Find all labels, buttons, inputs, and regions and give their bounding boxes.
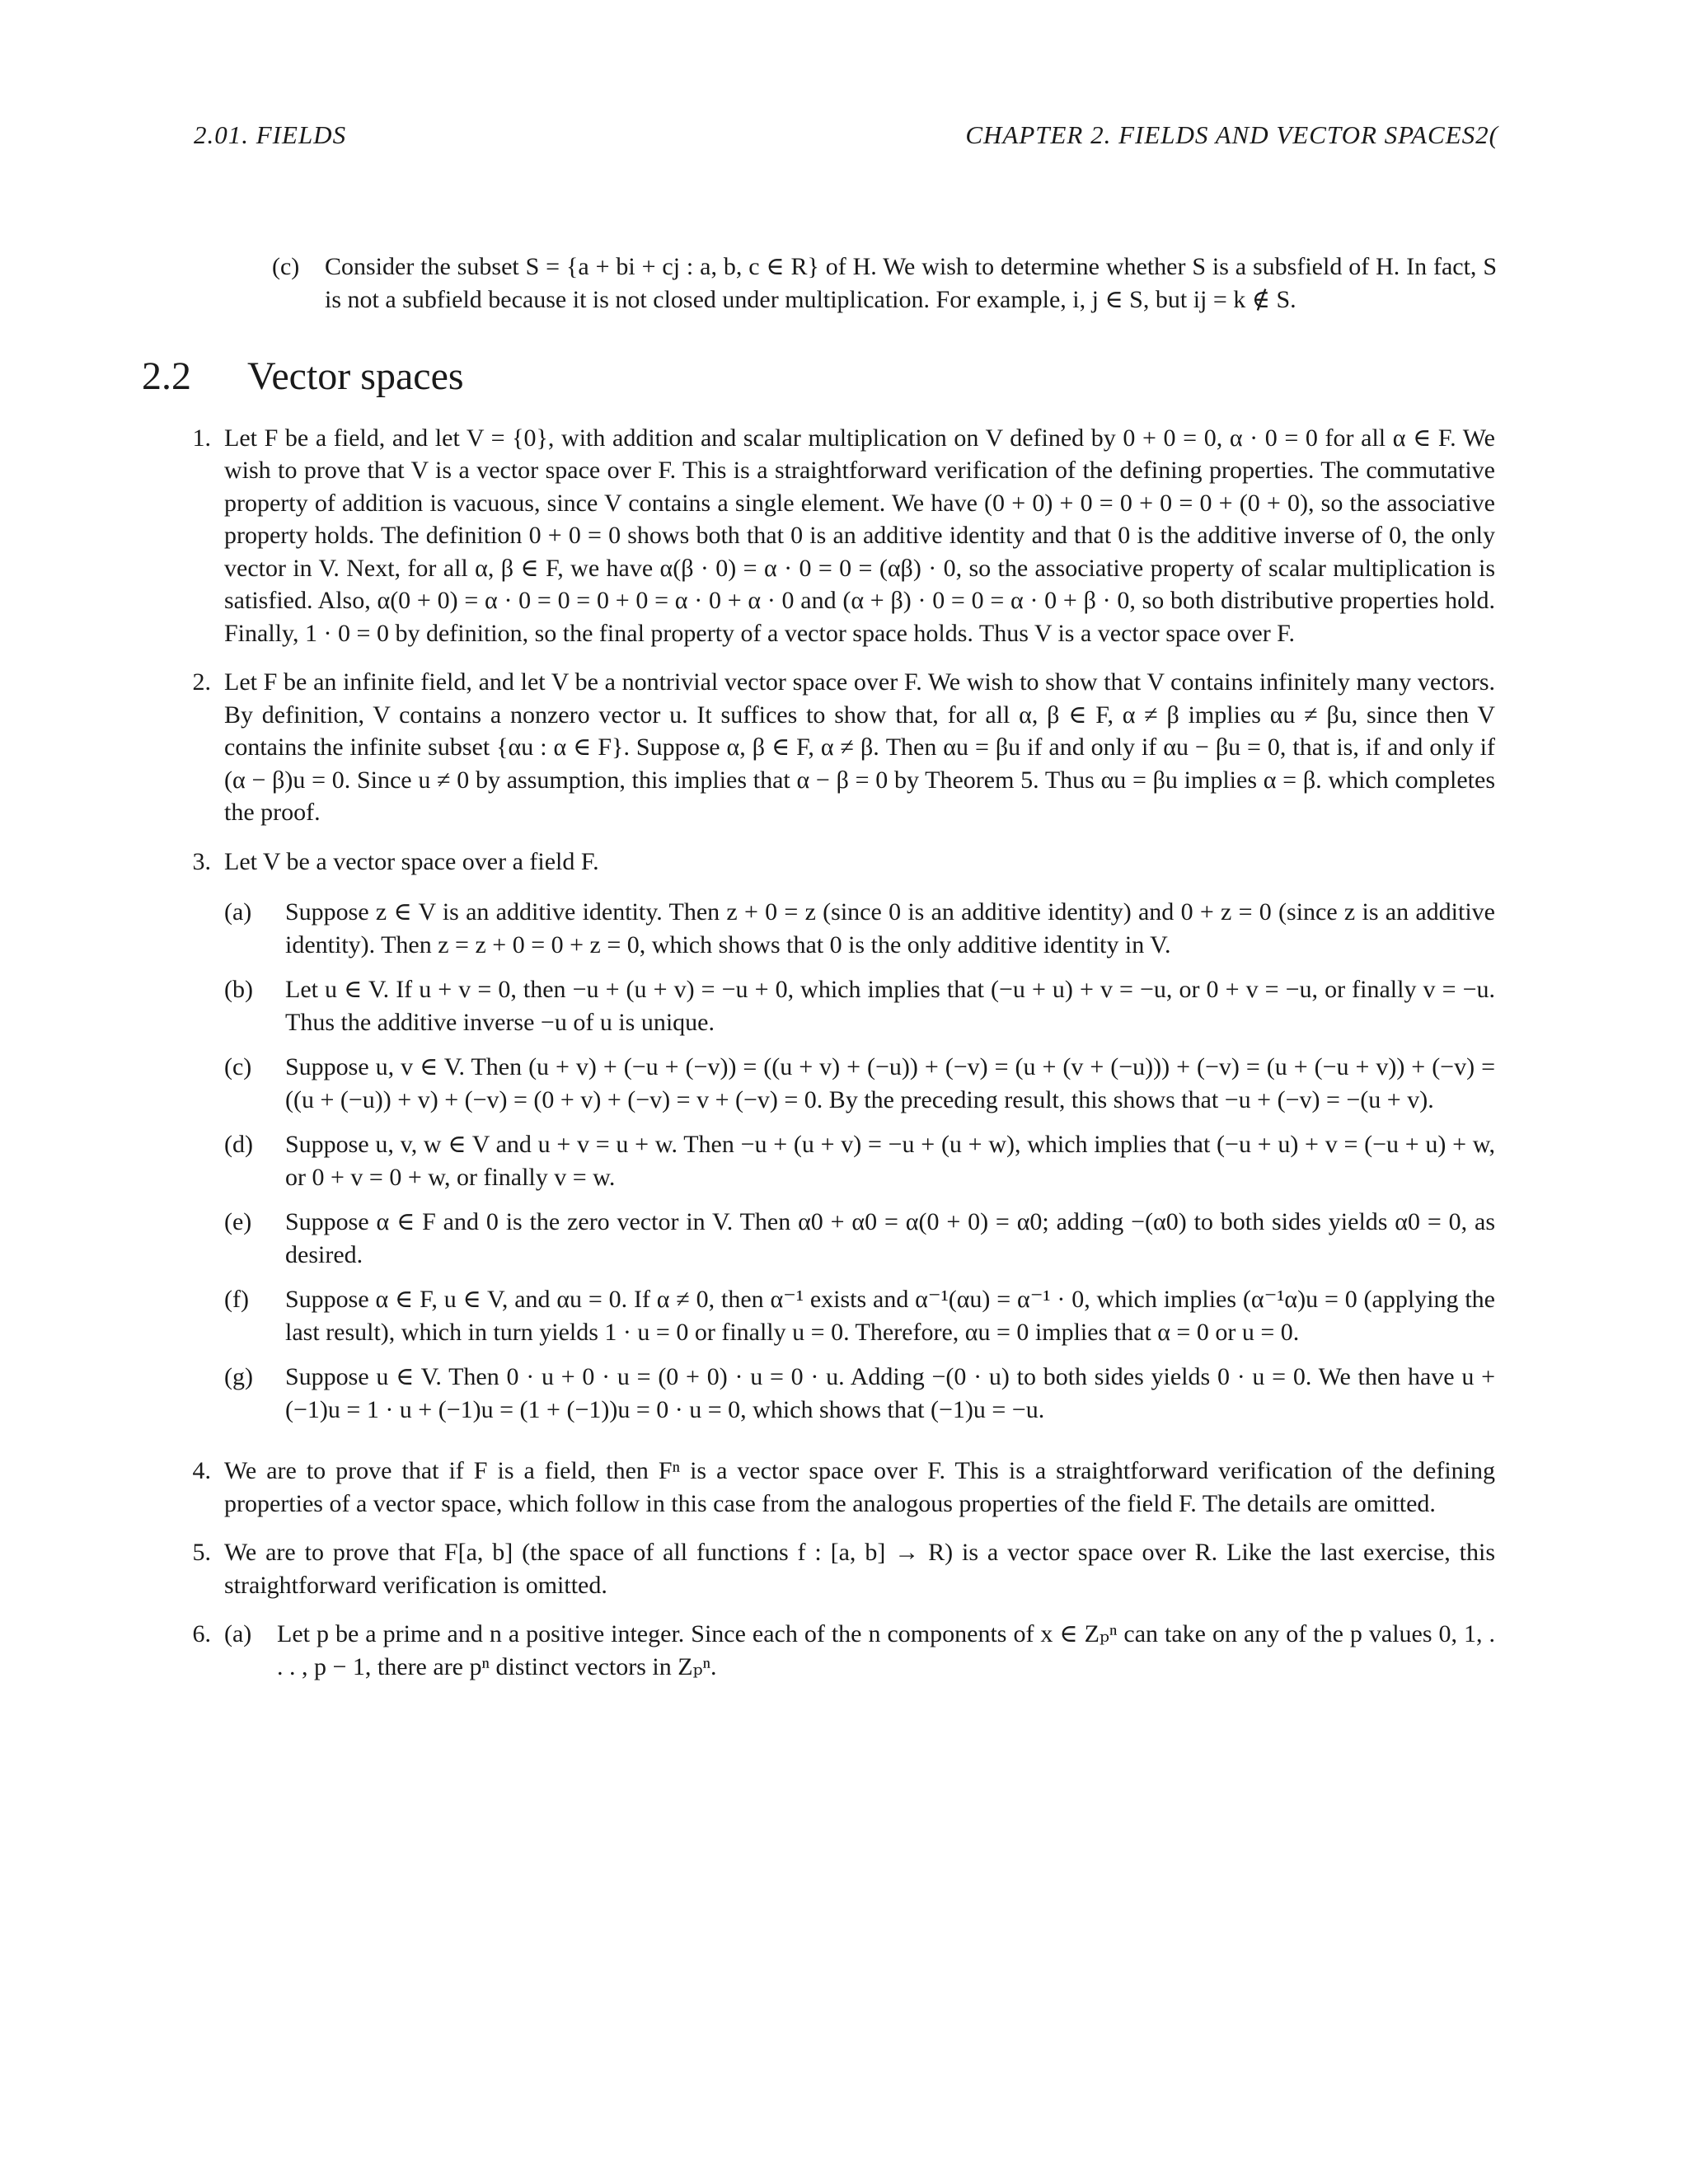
exercise-3 bbox=[153, 846, 1497, 1439]
exercise-6 bbox=[153, 1618, 1497, 1683]
exercise-text: We are to prove that F[a, b] (the space of all functions f : [a, b] → R) is a vector space over R. Like the last exercise, this straightforward verification is omitted. bbox=[224, 1539, 1495, 1599]
subitem-label: (e) bbox=[224, 1208, 252, 1236]
subitem-text: Let u ∈ V. If u + v = 0, then −u + (u + v) = −u + 0, which implies that (−u + u) + v = −u, or 0 + v = −u, or finally v = −u. Thus the additive inverse −u of u is unique. bbox=[285, 976, 1495, 1036]
subitem-label: (f) bbox=[224, 1286, 249, 1314]
subitem-c bbox=[224, 1051, 1495, 1116]
subitem-text: Let p be a prime and n a positive integer. Since each of the n components of x ∈ Zₚⁿ can take on any of the p values 0, 1, . . . , p − 1, there are pⁿ distinct vectors in Zₚⁿ. bbox=[277, 1620, 1495, 1680]
intro-text: Consider the subset S = {a + bi + cj : a, b, c ∈ R} of H. We wish to determine whether S is a subsfield of H. In fact, S is not a subfield because it is not closed under multiplication. For example, i, j ∈ S, but ij = k ∉ S. bbox=[325, 253, 1497, 313]
subitem-label: (b) bbox=[224, 976, 253, 1004]
subitem-text: Suppose u, v, w ∈ V and u + v = u + w. Then −u + (u + v) = −u + (u + w), which implies that (−u + u) + v = (−u + u) + w, or 0 + v = 0 + w, or finally v = w. bbox=[285, 1131, 1495, 1191]
exercise-1 bbox=[153, 422, 1497, 650]
exercise-body bbox=[224, 846, 1497, 1439]
subitem-f bbox=[224, 1283, 1495, 1348]
intro-label: (c) bbox=[272, 253, 300, 280]
section-title: Vector spaces bbox=[247, 354, 464, 398]
exercise-label: 2. bbox=[192, 668, 211, 696]
exercise-body bbox=[224, 1618, 1497, 1683]
subitem-list bbox=[224, 896, 1495, 1426]
intro-item bbox=[272, 251, 1497, 316]
subitem-label: (c) bbox=[224, 1053, 252, 1081]
subitem-label: (g) bbox=[224, 1363, 253, 1391]
exercise-2 bbox=[153, 666, 1497, 829]
subitem-label: (d) bbox=[224, 1131, 253, 1159]
running-header bbox=[194, 122, 1498, 148]
subitem-text: Suppose z ∈ V is an additive identity. Then z + 0 = z (since 0 is an additive identity) and 0 + z = 0 (since z is an additive identity). Then z = z + 0 = 0 + z = 0, which shows that 0 is the only additive identity in V. bbox=[285, 898, 1495, 958]
subitem-a bbox=[224, 896, 1495, 961]
header-right: CHAPTER 2. FIELDS AND VECTOR SPACES2( bbox=[965, 120, 1498, 149]
subitem-text: Suppose u ∈ V. Then 0 · u + 0 · u = (0 + 0) · u = 0 · u. Adding −(0 · u) to both sides yields 0 · u = 0. We then have u + (−1)u = 1 · u + (−1)u = (1 + (−1))u = 0 · u = 0, which shows that (−1)u = −u. bbox=[285, 1363, 1495, 1423]
exercise-label: 6. bbox=[192, 1620, 211, 1648]
exercise-4 bbox=[153, 1455, 1497, 1520]
subitem-d bbox=[224, 1128, 1495, 1193]
subitem-label: (a) bbox=[224, 1620, 252, 1648]
body-text bbox=[142, 251, 1497, 1699]
header-left: 2.01. FIELDS bbox=[194, 120, 347, 149]
exercise-label: 1. bbox=[192, 424, 211, 452]
exercise-text: Let V be a vector space over a field F. bbox=[224, 847, 599, 875]
exercise-label: 5. bbox=[192, 1539, 211, 1567]
exercise-label: 3. bbox=[192, 847, 211, 875]
exercise-text: We are to prove that if F is a field, then Fⁿ is a vector space over F. This is a straightforward verification of the defining properties of a vector space, which follow in this case from the analogous properties of the field F. The details are omitted. bbox=[224, 1457, 1495, 1517]
subitem-text: Suppose α ∈ F and 0 is the zero vector in V. Then α0 + α0 = α(0 + 0) = α0; adding −(α0) to both sides yields α0 = 0, as desired. bbox=[285, 1208, 1495, 1268]
subitem-e bbox=[224, 1206, 1495, 1271]
exercise-label: 4. bbox=[192, 1457, 211, 1485]
exercise-text: Let F be a field, and let V = {0}, with addition and scalar multiplication on V defined by 0 + 0 = 0, α · 0 = 0 for all α ∈ F. We wish to prove that V is a vector space over F. This is a straightforward verification of the defining properties. The commutative property of addition is vacuous, since V contains a single element. We have (0 + 0) + 0 = 0 + 0 = 0 + (0 + 0), so the associative property holds. The definition 0 + 0 = 0 shows both that 0 is an additive identity and that 0 is the additive inverse of 0, the only vector in V. Next, for all α, β ∈ F, we have α(β · 0) = α · 0 = 0 = (αβ) · 0, so the associative property of scalar multiplication is satisfied. Also, α(0 + 0) = α · 0 = 0 = 0 + 0 = α · 0 + α · 0 and (α + β) · 0 = 0 = α · 0 + β · 0, so both distributive properties hold. Finally, 1 · 0 = 0 by definition, so the final property of a vector space holds. Thus V is a vector space over F. bbox=[224, 424, 1495, 647]
section-number: 2.2 bbox=[142, 354, 191, 398]
subitem-g bbox=[224, 1361, 1495, 1426]
section-heading bbox=[142, 355, 1497, 399]
exercise-5 bbox=[153, 1536, 1497, 1601]
subitem-text: Suppose α ∈ F, u ∈ V, and αu = 0. If α ≠ 0, then α⁻¹ exists and α⁻¹(αu) = α⁻¹ · 0, which implies (α⁻¹α)u = 0 (applying the last result), which in turn yields 1 · u = 0 or finally u = 0. Therefore, αu = 0 implies that α = 0 or u = 0. bbox=[285, 1286, 1495, 1346]
subitem-b bbox=[224, 973, 1495, 1038]
exercise-text: Let F be an infinite field, and let V be a nontrivial vector space over F. We wish to show that V contains infinitely many vectors. By definition, V contains a nonzero vector u. It suffices to show that, for all α, β ∈ F, α ≠ β implies αu ≠ βu, since then V contains the infinite subset {αu : α ∈ F}. Suppose α, β ∈ F, α ≠ β. Then αu = βu if and only if αu − βu = 0, that is, if and only if (α − β)u = 0. Since u ≠ 0 by assumption, this implies that α − β = 0 by Theorem 5. Thus αu = βu implies α = β. which completes the proof. bbox=[224, 668, 1495, 827]
subitem-label: (a) bbox=[224, 898, 252, 926]
subitem-text: Suppose u, v ∈ V. Then (u + v) + (−u + (−v)) = ((u + v) + (−u)) + (−v) = (u + (v + (−u))) + (−v) = (u + (−u + v)) + (−v) = ((u + (−u)) + v) + (−v) = (0 + v) + (−v) = v + (−v) = 0. By the preceding result, this shows that −u + (−v) = −(u + v). bbox=[285, 1053, 1495, 1113]
